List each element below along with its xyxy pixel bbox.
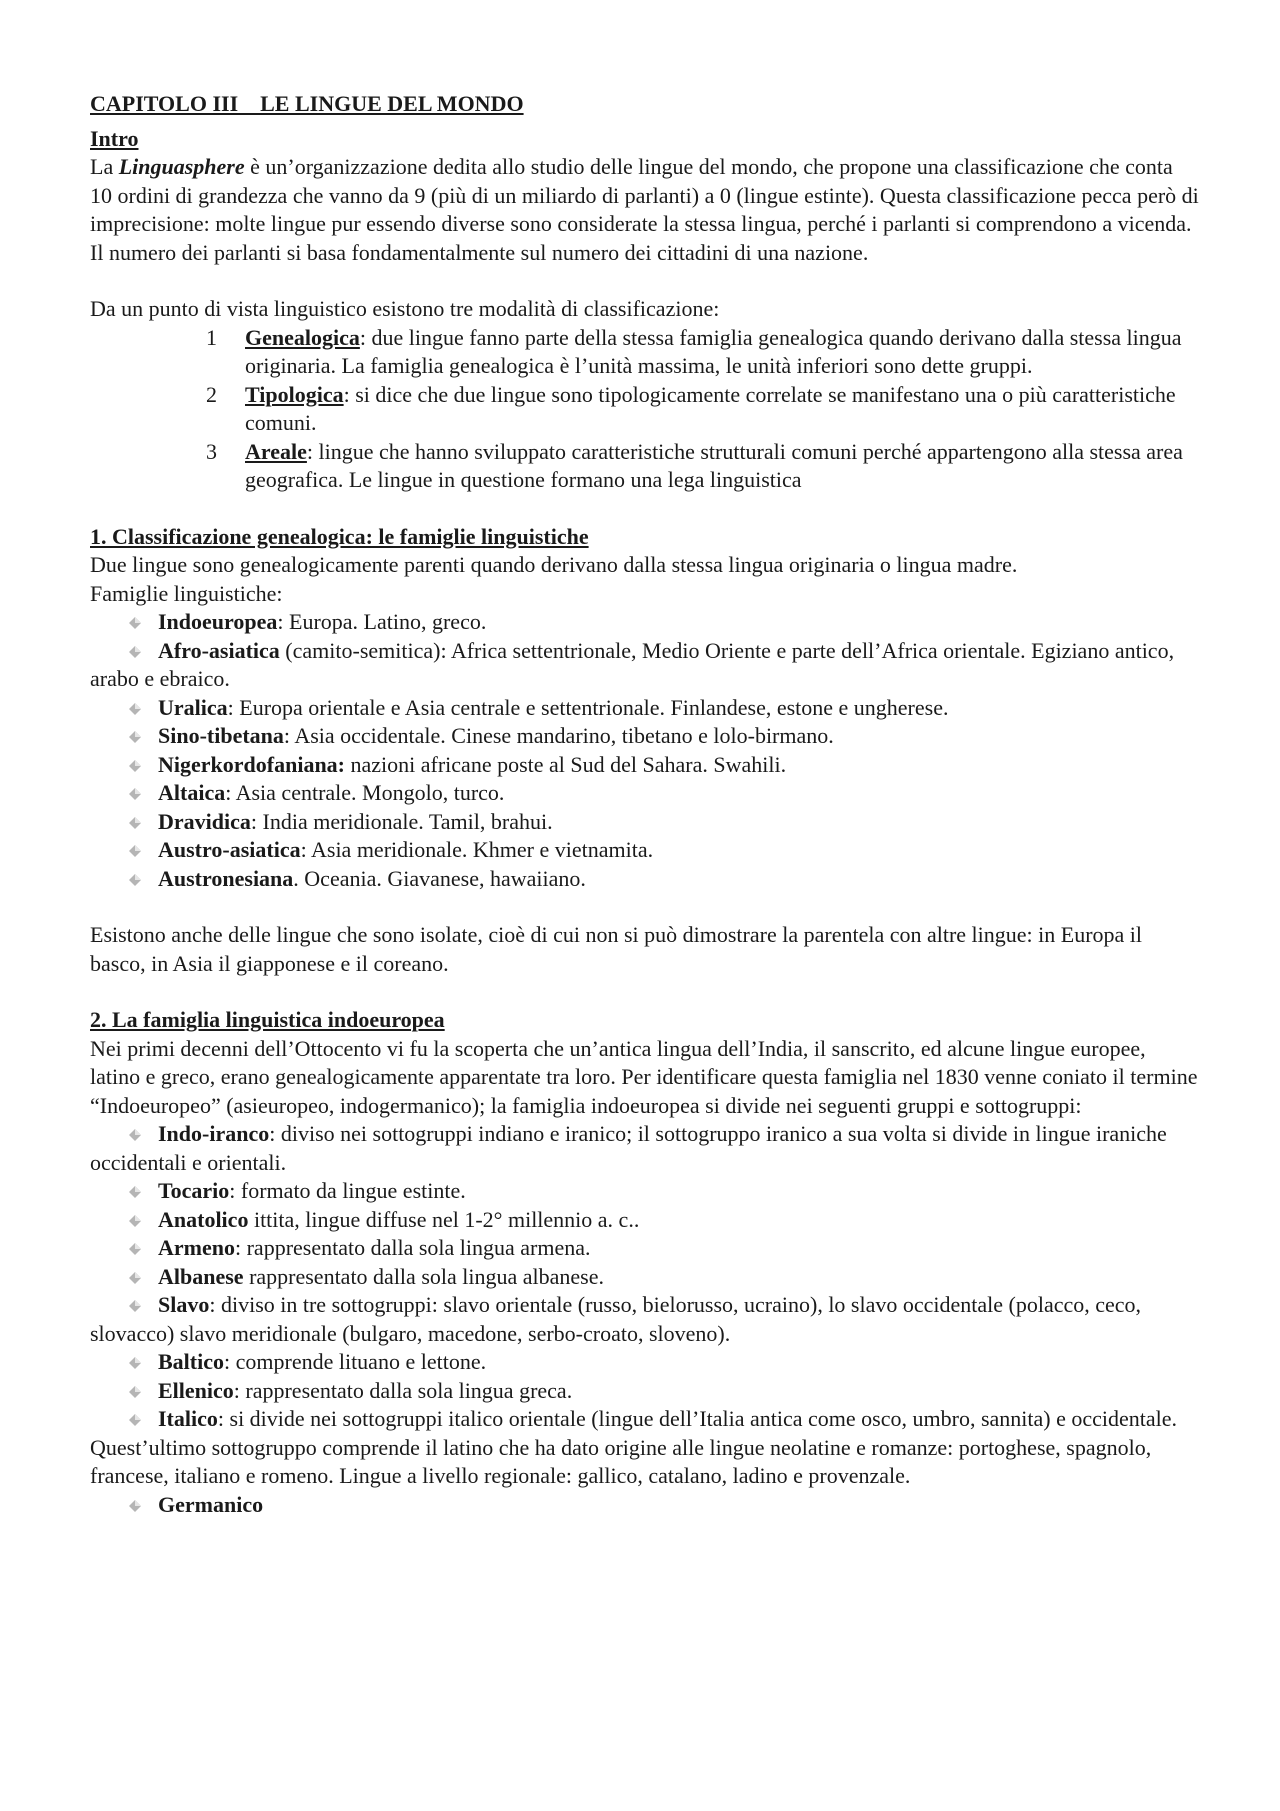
section1-heading: 1. Classificazione genealogica: le famiglie linguistiche (90, 523, 589, 549)
classification-modes-list (90, 324, 1200, 495)
family-term: Sino-tibetana (158, 723, 284, 748)
diamond-bullet-icon (128, 1356, 142, 1370)
list-item (90, 1177, 1200, 1206)
diamond-bullet-icon (128, 844, 142, 858)
group-term: Armeno (158, 1235, 235, 1260)
list-item (90, 637, 1200, 694)
list-item (90, 1263, 1200, 1292)
group-term: Albanese (158, 1263, 244, 1289)
family-text: : India meridionale. Tamil, brahui. (250, 808, 553, 834)
intro-paragraph (90, 153, 1200, 267)
list-item (90, 722, 1200, 751)
list-item (90, 1405, 1200, 1491)
diamond-bullet-icon (128, 616, 142, 630)
family-term: Altaica (158, 780, 226, 805)
families-list (90, 608, 1200, 893)
family-text: : Europa orientale e Asia centrale e settentrionale. Finlandese, estone e ungherese. (227, 694, 949, 720)
group-term: Slavo (158, 1292, 210, 1317)
family-term: Dravidica (158, 808, 251, 834)
diamond-bullet-icon (128, 1413, 142, 1427)
family-text: . Oceania. Giavanese, hawaiiano. (293, 865, 586, 891)
list-number: 3 (206, 438, 217, 464)
list-item (90, 865, 1200, 894)
list-number: 1 (206, 324, 217, 350)
list-item (90, 694, 1200, 723)
list-item (90, 836, 1200, 865)
family-term: Afro-asiatica (158, 637, 280, 663)
spacer (90, 267, 1200, 295)
intro-prefix: La (90, 154, 119, 179)
family-term: Austronesiana (158, 865, 294, 891)
mode-text: : si dice che due lingue sono tipologicamente correlate se manifestano una o più caratteristiche comuni. (245, 381, 1176, 435)
family-text: : Asia meridionale. Khmer e vietnamita. (300, 837, 654, 862)
chapter-title: CAPITOLO III LE LINGUE DEL MONDO (90, 91, 524, 116)
family-text: (camito-semitica): Africa settentrionale, Medio Oriente e parte dell’Africa orientale. Egiziano antico, arabo e ebraico. (90, 637, 1175, 691)
group-text: : diviso nei sottogruppi indiano e iranico; il sottogruppo iranico a sua volta si divide in lingue iraniche occidentali e orientali. (90, 1121, 1167, 1175)
list-item (90, 779, 1200, 808)
spacer (90, 978, 1200, 1006)
diamond-bullet-icon (128, 702, 142, 716)
list-item (90, 1120, 1200, 1177)
family-term: Nigerkordofaniana: (158, 751, 345, 777)
group-text: ittita, lingue diffuse nel 1-2° millennio a. c.. (248, 1206, 640, 1232)
mode-text: : lingue che hanno sviluppato caratteristiche strutturali comuni perché appartengono alla stessa area geografica. Le lingue in questione formano una lega linguistica (245, 438, 1183, 492)
intro-rest: è un’organizzazione dedita allo studio delle lingue del mondo, che propone una classificazione che conta 10 ordini di grandezza che vanno da 9 (più di un miliardo di parlanti) a 0 (lingue estinte). Questa classificazione pecca però di imprecisione: molte lingue pur essendo diverse sono considerate la stessa lingua, perché i parlanti si comprendono a vicenda. Il numero dei parlanti si basa fondamentalmente sul numero dei cittadini di una nazione. (90, 154, 1199, 265)
group-text: : formato da lingue estinte. (229, 1178, 466, 1203)
list-item (90, 1291, 1200, 1348)
list-item (90, 751, 1200, 780)
family-term: Austro-asiatica (158, 837, 301, 862)
diamond-bullet-icon (128, 787, 142, 801)
group-text: : rappresentato dalla sola lingua greca. (233, 1377, 573, 1403)
group-term: Anatolico (158, 1206, 249, 1232)
group-text: : si divide nei sottogruppi italico orientale (lingue dell’Italia antica come osco, umbro, sannita) e occidentale. Quest’ultimo sottogruppo comprende il latino che ha dato origine alle lingue neolatine e romanze: portoghese, spagnolo, francese, italiano e romeno. Lingue a livello regionale: gallico, catalano, ladino e provenzale. (90, 1406, 1178, 1488)
group-text: : rappresentato dalla sola lingua armena. (234, 1235, 591, 1260)
diamond-bullet-icon (128, 1299, 142, 1313)
family-text: : Europa. Latino, greco. (277, 609, 487, 634)
spacer (90, 495, 1200, 523)
linguasphere-term: Linguasphere (118, 154, 245, 179)
list-item (90, 1491, 1200, 1520)
section2-paragraph: Nei primi decenni dell’Ottocento vi fu la scoperta che un’antica lingua dell’India, il sanscrito, ed alcune lingue europee, latino e greco, erano genealogicamente apparentate tra loro. Per identificare questa famiglia nel 1830 venne coniato il termine “Indoeuropeo” (asieuropeo, indogermanico); la famiglia indoeuropea si divide nei seguenti gruppi e sottogruppi: (90, 1035, 1198, 1118)
family-term: Indoeuropea (158, 609, 278, 634)
diamond-bullet-icon (128, 816, 142, 830)
diamond-bullet-icon (128, 645, 142, 659)
section1-paragraph: Due lingue sono genealogicamente parenti quando derivano dalla stessa lingua originaria o lingua madre. (90, 552, 1018, 577)
list-item (90, 1377, 1200, 1406)
mode-term: Genealogica (245, 324, 360, 350)
families-label: Famiglie linguistiche: (90, 580, 283, 606)
diamond-bullet-icon (128, 730, 142, 744)
diamond-bullet-icon (128, 1499, 142, 1513)
group-text: : diviso in tre sottogruppi: slavo orientale (russo, bielorusso, ucraino), lo slavo occidentale (polacco, ceco, slovacco) slavo meridionale (bulgaro, macedone, serbo-croato, sloveno). (90, 1292, 1142, 1346)
list-item (90, 381, 1200, 438)
diamond-bullet-icon (128, 1214, 142, 1228)
group-text: rappresentato dalla sola lingua albanese. (243, 1263, 604, 1289)
list-item (90, 1206, 1200, 1235)
group-text: : comprende lituano e lettone. (224, 1349, 487, 1374)
diamond-bullet-icon (128, 1185, 142, 1199)
group-term: Tocario (158, 1178, 230, 1203)
family-term: Uralica (158, 694, 228, 720)
diamond-bullet-icon (128, 1385, 142, 1399)
family-text: nazioni africane poste al Sud del Sahara. Swahili. (345, 751, 787, 777)
intro-heading: Intro (90, 125, 139, 151)
list-item (90, 1348, 1200, 1377)
indoeuropean-groups-list (90, 1120, 1200, 1519)
list-item (90, 438, 1200, 495)
mode-term: Areale (245, 438, 307, 464)
family-text: : Asia occidentale. Cinese mandarino, tibetano e lolo-birmano. (283, 723, 834, 748)
group-term: Germanico (158, 1491, 264, 1517)
list-item (90, 808, 1200, 837)
isolated-languages-paragraph: Esistono anche delle lingue che sono isolate, cioè di cui non si può dimostrare la parentela con altre lingue: in Europa il basco, in Asia il giapponese e il coreano. (90, 922, 1143, 976)
diamond-bullet-icon (128, 1271, 142, 1285)
group-term: Italico (158, 1406, 218, 1431)
mode-term: Tipologica (245, 381, 344, 407)
classification-intro: Da un punto di vista linguistico esistono tre modalità di classificazione: (90, 296, 720, 321)
document-content (90, 90, 1200, 1519)
list-item (90, 608, 1200, 637)
group-term: Baltico (158, 1349, 224, 1374)
diamond-bullet-icon (128, 1242, 142, 1256)
group-term: Ellenico (158, 1377, 234, 1403)
diamond-bullet-icon (128, 873, 142, 887)
list-number: 2 (206, 381, 217, 407)
section2-heading: 2. La famiglia linguistica indoeuropea (90, 1007, 445, 1032)
list-item (90, 1234, 1200, 1263)
group-term: Indo-iranco (158, 1121, 270, 1146)
list-item (90, 324, 1200, 381)
diamond-bullet-icon (128, 1128, 142, 1142)
diamond-bullet-icon (128, 759, 142, 773)
spacer (90, 893, 1200, 921)
mode-text: : due lingue fanno parte della stessa famiglia genealogica quando derivano dalla stessa lingua originaria. La famiglia genealogica è l’unità massima, le unità inferiori sono dette gruppi. (245, 324, 1182, 378)
family-text: : Asia centrale. Mongolo, turco. (225, 780, 505, 805)
